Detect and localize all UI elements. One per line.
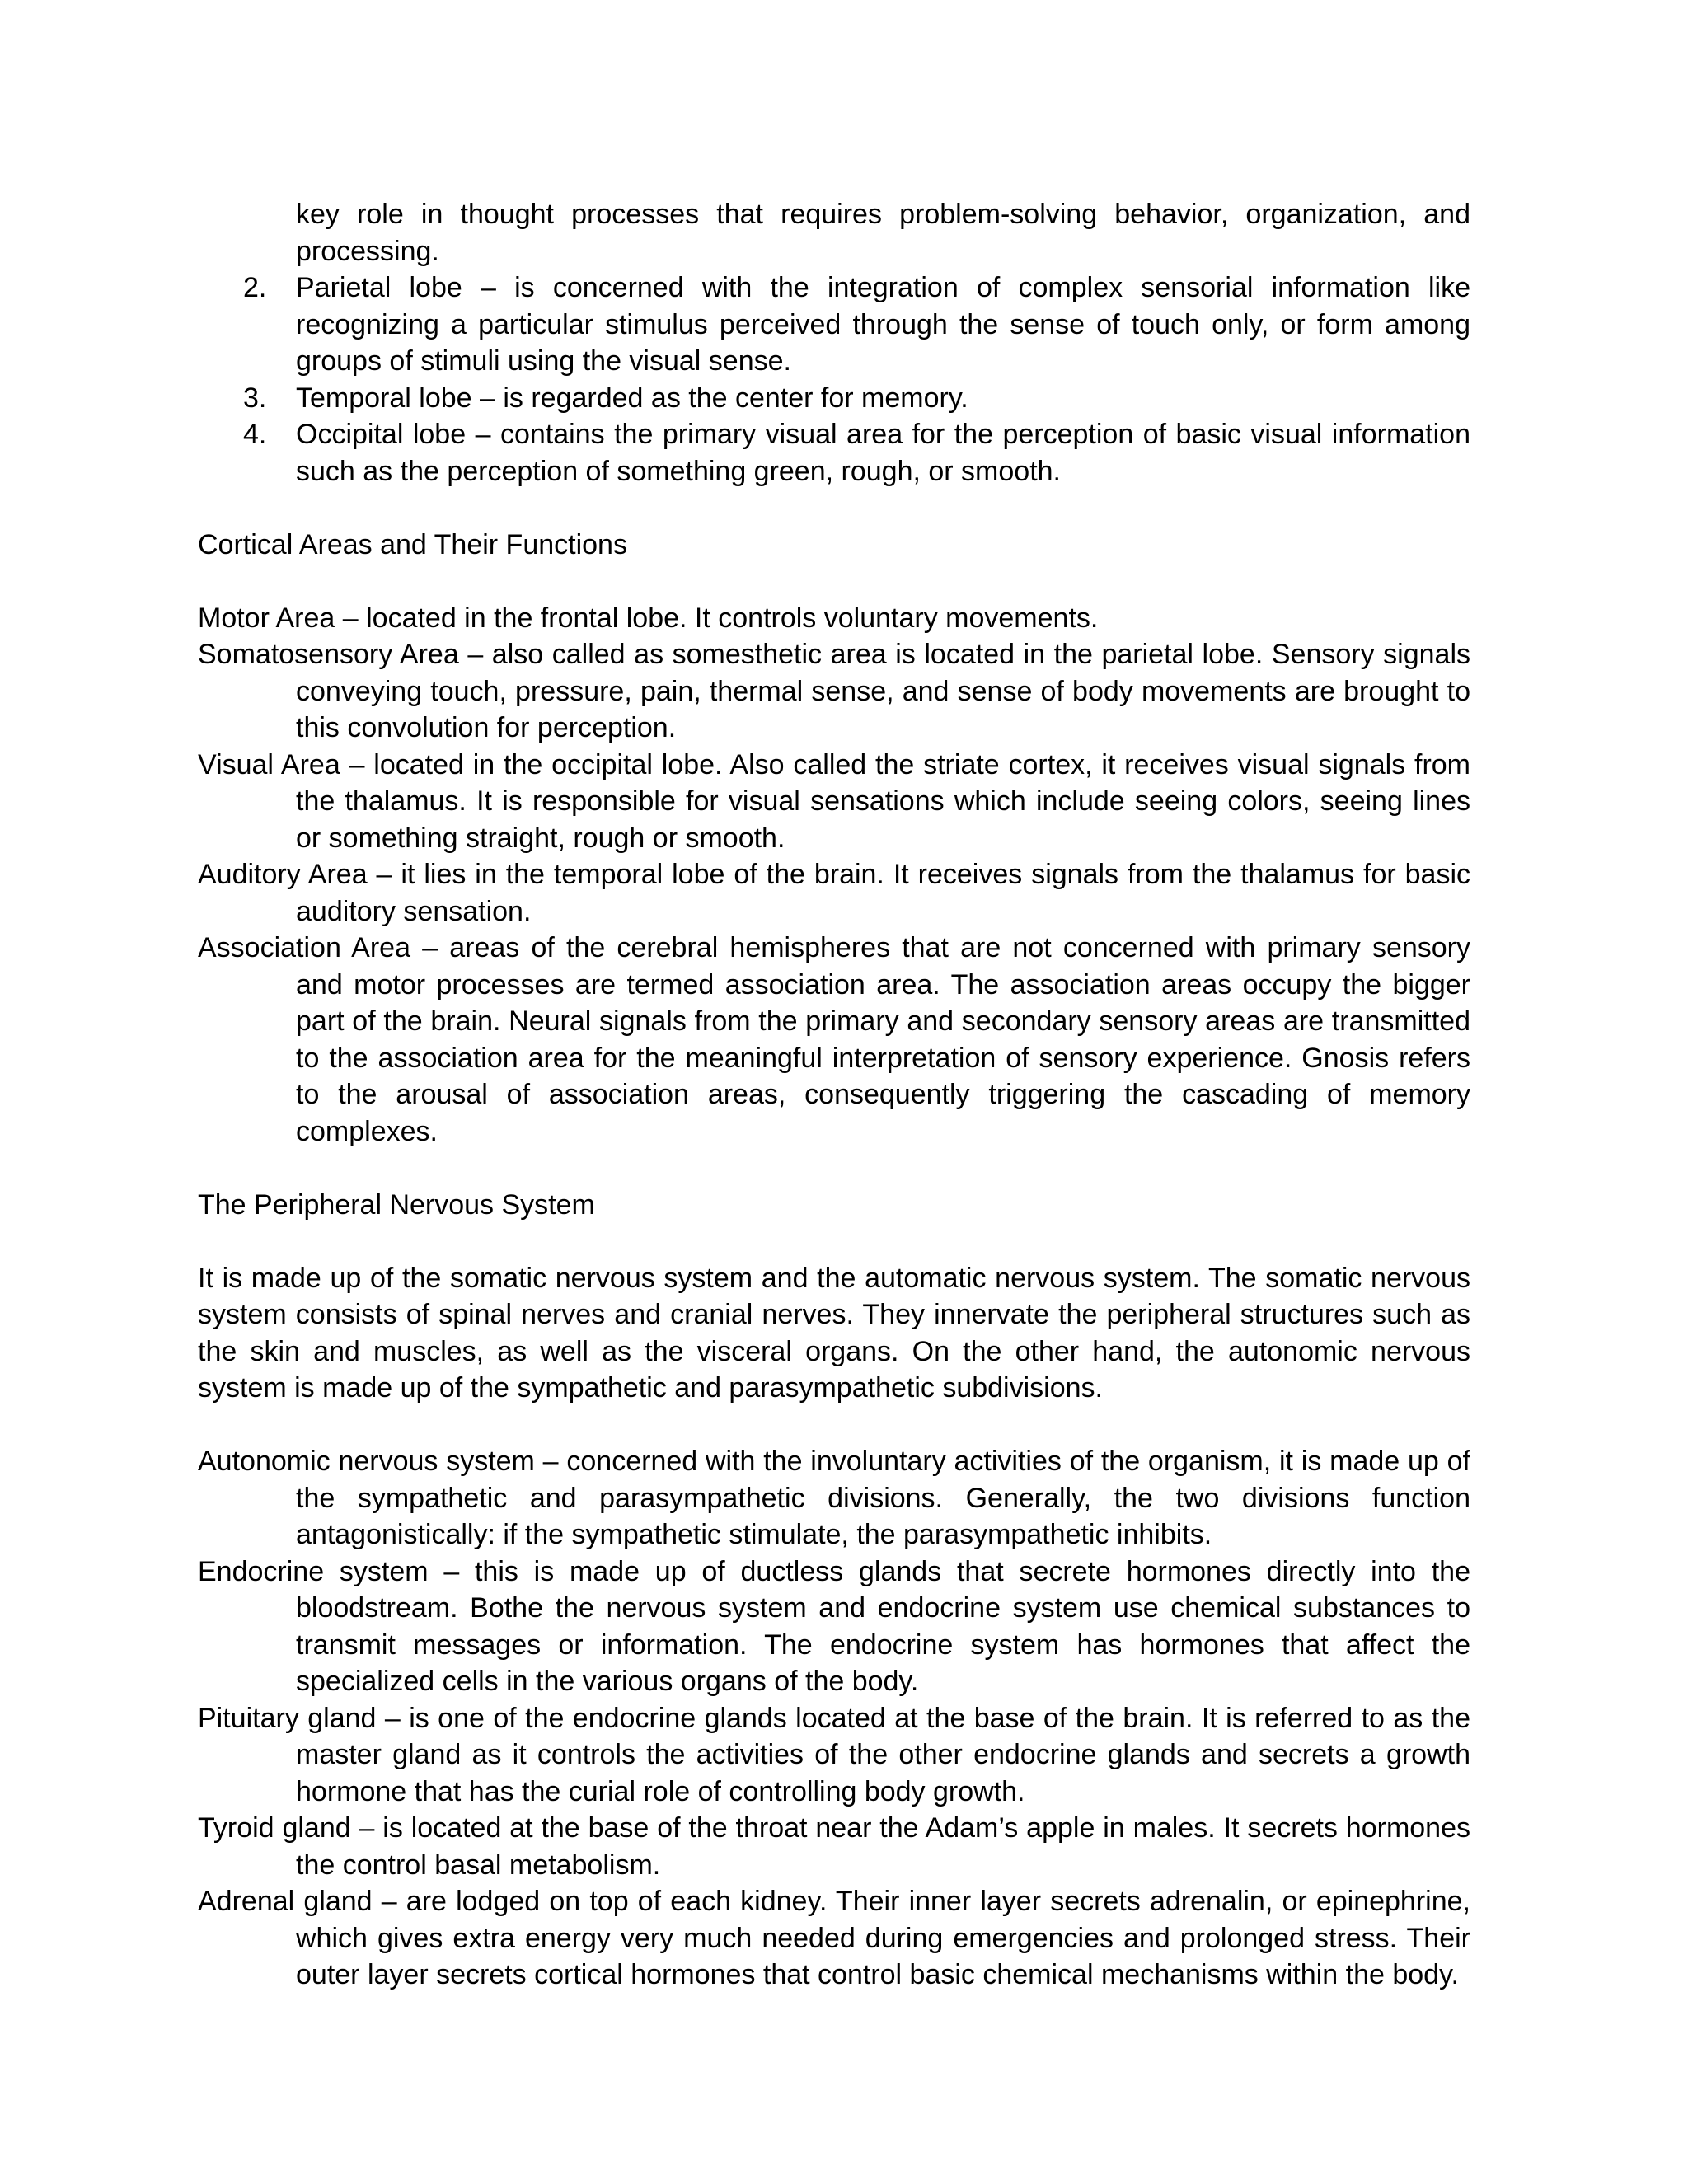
- spacer: [198, 563, 1470, 600]
- list-item-text: Parietal lobe – is concerned with the integration of complex sensorial information like recognizing a particular stimulus perceived through the sense of touch only, or form among groups of stimuli using the visual sense.: [296, 272, 1470, 377]
- definition-tyroid-gland: Tyroid gland – is located at the base of the throat near the Adam’s apple in males. It secrets hormones the control basal metabolism.: [198, 1812, 1470, 1881]
- list-item-temporal-lobe: [243, 380, 1470, 417]
- list-item-parietal-lobe: [243, 269, 1470, 380]
- list-item-occipital-lobe: [243, 416, 1470, 490]
- frontal-lobe-continuation: key role in thought processes that requires problem-solving behavior, organization, and processing.: [296, 199, 1470, 267]
- paragraph-peripheral-nervous-system: It is made up of the somatic nervous system and the automatic nervous system. The somatic nervous system consists of spinal nerves and cranial nerves. They innervate the peripheral structures such as the skin and muscles, as well as the visceral organs. On the other hand, the autonomic nervous system is made up of the sympathetic and parasympathetic subdivisions.: [198, 1262, 1470, 1404]
- spacer: [198, 490, 1470, 527]
- definition-pituitary-gland: Pituitary gland – is one of the endocrine glands located at the base of the brain. It is referred to as the master gland as it controls the activities of the other endocrine glands and secrets a growth hormone that has the curial role of controlling body growth.: [198, 1702, 1470, 1807]
- spacer: [198, 1150, 1470, 1187]
- list-item-number: 2.: [243, 272, 267, 303]
- page-content: [198, 196, 1470, 1994]
- definition-association-area: Association Area – areas of the cerebral hemispheres that are not concerned with primary sensory and motor processes are termed association area. The association areas occupy the bigger part of the brain. Neural signals from the primary and secondary sensory areas are transmitted to the association area for the meaningful interpretation of sensory experience. Gnosis refers to the arousal of association areas, consequently triggering the cascading of memory complexes.: [198, 932, 1470, 1147]
- list-item-number: 3.: [243, 382, 267, 414]
- section-heading-peripheral-nervous-system: The Peripheral Nervous System: [198, 1188, 595, 1221]
- definition-motor-area: Motor Area – located in the frontal lobe. It controls voluntary movements.: [198, 602, 1099, 634]
- list-item-text: Temporal lobe – is regarded as the center for memory.: [296, 382, 968, 414]
- definition-somatosensory-area: Somatosensory Area – also called as somesthetic area is located in the parietal lobe. Sensory signals conveying touch, pressure, pain, thermal sense, and sense of body movements are brought to this convolution for perception.: [198, 639, 1470, 743]
- definition-endocrine-system: Endocrine system – this is made up of ductless glands that secrete hormones directly into the bloodstream. Bothe the nervous system and endocrine system use chemical substances to transmit messages or information. The endocrine system has hormones that affect the specialized cells in the various organs of the body.: [198, 1555, 1470, 1697]
- definition-auditory-area: Auditory Area – it lies in the temporal lobe of the brain. It receives signals from the thalamus for basic auditory sensation.: [198, 859, 1470, 927]
- spacer: [198, 1407, 1470, 1444]
- list-item-text: Occipital lobe – contains the primary visual area for the perception of basic visual information such as the perception of something green, rough, or smooth.: [296, 419, 1470, 487]
- definition-autonomic-nervous-system: Autonomic nervous system – concerned with the involuntary activities of the organism, it is made up of the sympathetic and parasympathetic divisions. Generally, the two divisions function antagonistically: if the sympathetic stimulate, the parasympathetic inhibits.: [198, 1446, 1470, 1550]
- definition-adrenal-gland: Adrenal gland – are lodged on top of each kidney. Their inner layer secrets adrenalin, or epinephrine, which gives extra energy very much needed during emergencies and prolonged stress. Their outer layer secrets cortical hormones that control basic chemical mechanisms within the body.: [198, 1886, 1470, 1990]
- list-item-number: 4.: [243, 419, 267, 450]
- section-heading-cortical-areas: Cortical Areas and Their Functions: [198, 528, 627, 560]
- lobe-list: [198, 269, 1470, 490]
- spacer: [198, 1223, 1470, 1260]
- definition-visual-area: Visual Area – located in the occipital lobe. Also called the striate cortex, it receives visual signals from the thalamus. It is responsible for visual sensations which include seeing colors, seeing lines or something straight, rough or smooth.: [198, 748, 1470, 854]
